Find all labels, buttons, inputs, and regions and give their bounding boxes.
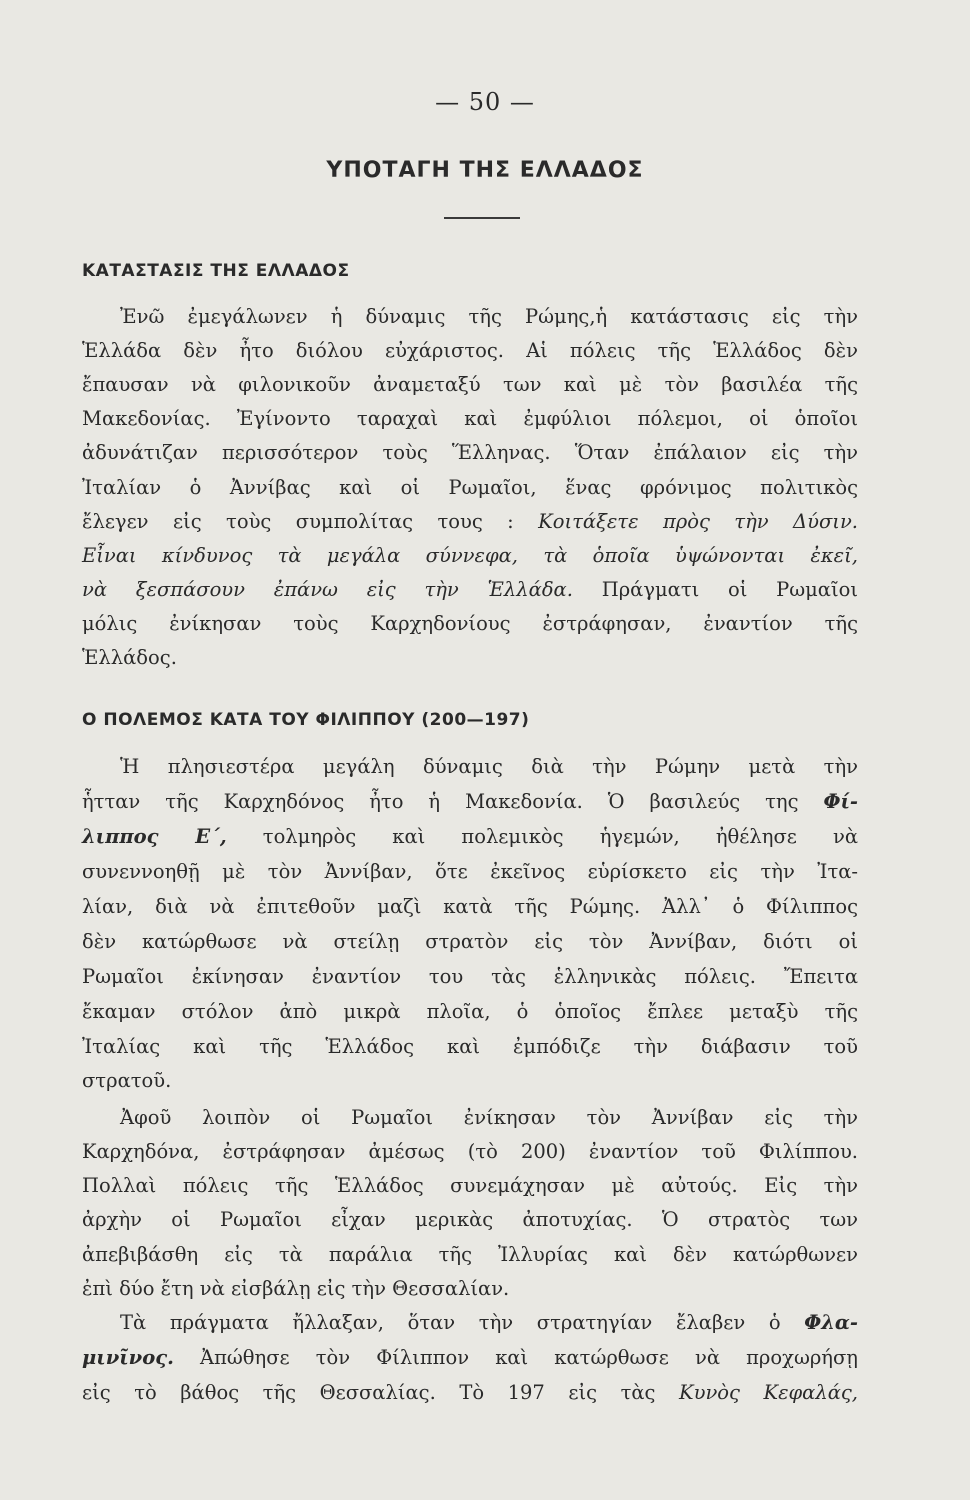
text-line: Μακεδονίας. Ἐγίνοντο ταραχαὶ καὶ ἐμφύλιοι πόλεμοι, οἱ ὁποῖοι bbox=[82, 407, 858, 430]
text-span: Τὰ πράγματα ἤλλαξαν, ὅταν τὴν στρατηγίαν ἔλαβεν ὁ bbox=[120, 1311, 781, 1334]
text-line bbox=[120, 1306, 858, 1340]
text-line: μόλις ἐνίκησαν τοὺς Καρχηδονίους ἐστράφησαν, ἐναντίον τῆς bbox=[82, 612, 858, 635]
text-line bbox=[82, 539, 858, 573]
text-line bbox=[82, 573, 858, 607]
text-line: Ἡ πλησιεστέρα μεγάλη δύναμις διὰ τὴν Ρώμην μετὰ τὴν bbox=[120, 755, 858, 778]
name-flamininus: μινῖνος. bbox=[82, 1346, 174, 1369]
text-span: ἔλεγεν εἰς τοὺς συμπολίτας τους : bbox=[82, 510, 514, 533]
text-line bbox=[82, 1341, 858, 1375]
name-philip: λιππος Ε΄, bbox=[82, 825, 227, 848]
text-line bbox=[82, 1376, 858, 1410]
text-span: τολμηρὸς καὶ πολεμικὸς ἡγεμών, ἠθέλησε νὰ bbox=[262, 825, 858, 848]
text-line: ἔπαυσαν νὰ φιλονικοῦν ἀναμεταξύ των καὶ μὲ τὸν βασιλέα τῆς bbox=[82, 373, 858, 396]
text-line: Ἑλλάδα δὲν ἦτο διόλου εὐχάριστος. Αἱ πόλεις τῆς Ἑλλάδος δὲν bbox=[82, 339, 858, 362]
text-line: Ἑλλάδος. bbox=[82, 646, 177, 669]
text-span: Ἀπώθησε τὸν Φίλιππον καὶ κατώρθωσε νὰ προχωρήσῃ bbox=[199, 1346, 858, 1369]
text-line: Ἐνῶ ἐμεγάλωνεν ἡ δύναμις τῆς Ρώμης,ἡ κατάστασις εἰς τὴν bbox=[120, 305, 858, 328]
title-divider bbox=[444, 217, 520, 219]
text-line: Καρχηδόνα, ἐστράφησαν ἀμέσως (τὸ 200) ἐναντίον τοῦ Φιλίππου. bbox=[82, 1140, 858, 1163]
text-line: λίαν, διὰ νὰ ἐπιτεθοῦν μαζὶ κατὰ τῆς Ρώμης. Ἀλλ᾽ ὁ Φίλιππος bbox=[82, 895, 858, 918]
italic-quote: νὰ ξεσπάσουν ἐπάνω εἰς τὴν Ἑλλάδα. bbox=[82, 578, 573, 601]
text-span: εἰς τὸ βάθος τῆς Θεσσαλίας. Τὸ 197 εἰς τὰς bbox=[82, 1381, 656, 1404]
text-span: ἧτταν τῆς Καρχηδόνος ἦτο ἡ Μακεδονία. Ὁ βασιλεύς της bbox=[82, 790, 799, 813]
page-title: ΥΠΟΤΑΓΗ ΤΗΣ ΕΛΛΑΔΟΣ bbox=[326, 158, 644, 183]
section-heading-condition: ΚΑΤΑΣΤΑΣΙΣ ΤΗΣ ΕΛΛΑΔΟΣ bbox=[82, 261, 350, 281]
text-line: Ἀφοῦ λοιπὸν οἱ Ρωμαῖοι ἐνίκησαν τὸν Ἀννίβαν εἰς τὴν bbox=[120, 1106, 858, 1129]
text-line: ἔκαμαν στόλον ἀπὸ μικρὰ πλοῖα, ὁ ὁποῖος ἔπλεε μεταξὺ τῆς bbox=[82, 1000, 858, 1023]
text-line: Πολλαὶ πόλεις τῆς Ἑλλάδος συνεμάχησαν μὲ αὐτούς. Εἰς τὴν bbox=[82, 1174, 858, 1197]
text-line: ἀδυνάτιζαν περισσότερον τοὺς Ἕλληνας. Ὅταν ἐπάλαιον εἰς τὴν bbox=[82, 441, 858, 464]
text-span: Πράγματι οἱ Ρωμαῖοι bbox=[601, 578, 859, 601]
text-line: συνεννοηθῇ μὲ τὸν Ἀννίβαν, ὅτε ἐκεῖνος εὑρίσκετο εἰς τὴν Ἰτα- bbox=[82, 860, 858, 883]
name-flamininus: Φλα- bbox=[804, 1311, 859, 1334]
text-line: ἐπὶ δύο ἔτη νὰ εἰσβάλῃ εἰς τὴν Θεσσαλίαν. bbox=[82, 1277, 510, 1300]
text-line: στρατοῦ. bbox=[82, 1069, 172, 1092]
italic-quote: Κοιτάξετε πρὸς τὴν Δύσιν. bbox=[538, 510, 858, 533]
text-line bbox=[82, 785, 858, 819]
text-line bbox=[82, 820, 858, 854]
text-line: ἀρχὴν οἱ Ρωμαῖοι εἶχαν μερικὰς ἀποτυχίας. Ὁ στρατὸς των bbox=[82, 1208, 858, 1231]
italic-place: Κυνὸς Κεφαλάς, bbox=[679, 1381, 858, 1404]
text-line: ἀπεβιβάσθη εἰς τὰ παράλια τῆς Ἰλλυρίας καὶ δὲν κατώρθωνεν bbox=[82, 1243, 858, 1266]
text-line: Ἰταλίαν ὁ Ἀννίβας καὶ οἱ Ρωμαῖοι, ἕνας φρόνιμος πολιτικὸς bbox=[82, 476, 858, 499]
page-number: — 50 — bbox=[435, 88, 535, 116]
italic-quote: Εἶναι κίνδυνος τὰ μεγάλα σύννεφα, τὰ ὁποῖα ὑψώνονται ἐκεῖ, bbox=[82, 544, 858, 567]
text-line: Ρωμαῖοι ἐκίνησαν ἐναντίον του τὰς ἑλληνικὰς πόλεις. Ἔπειτα bbox=[82, 965, 858, 988]
name-philip: Φί- bbox=[823, 790, 858, 813]
text-line: Ἰταλίας καὶ τῆς Ἑλλάδος καὶ ἐμπόδιζε τὴν διάβασιν τοῦ bbox=[82, 1035, 858, 1058]
text-line: δὲν κατώρθωσε νὰ στείλῃ στρατὸν εἰς τὸν Ἀννίβαν, διότι οἱ bbox=[82, 930, 858, 953]
section-heading-war: Ο ΠΟΛΕΜΟΣ ΚΑΤΑ ΤΟΥ ΦΙΛΙΠΠΟΥ (200—197) bbox=[82, 710, 530, 730]
text-line bbox=[82, 505, 858, 539]
